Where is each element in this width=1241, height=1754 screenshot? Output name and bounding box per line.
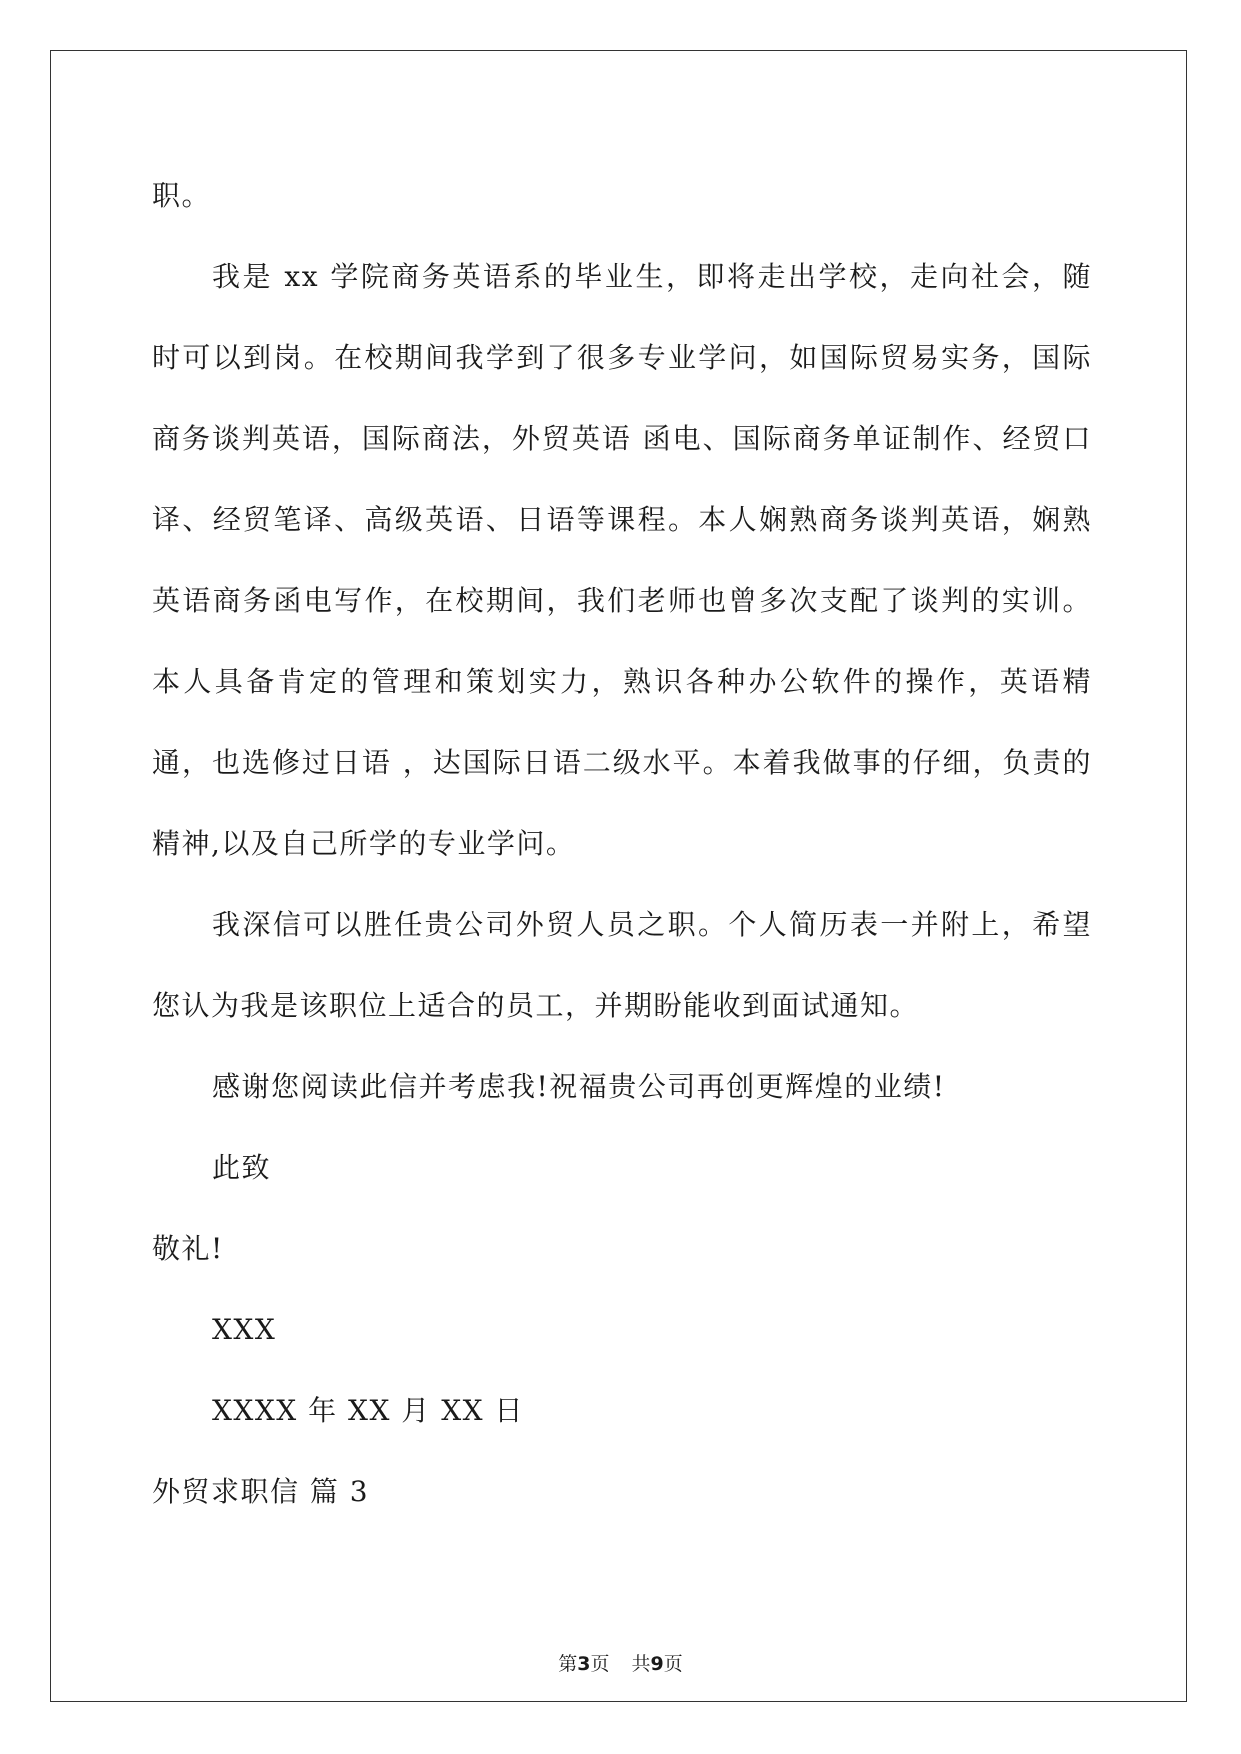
page-prefix: 第: [558, 1653, 578, 1675]
paragraph-continuation: 职。: [152, 179, 212, 212]
total-prefix: 共: [631, 1653, 651, 1675]
total-suffix: 页: [663, 1653, 683, 1675]
page-suffix: 页: [590, 1653, 610, 1675]
paragraph-confidence: 我深信可以胜任贵公司外贸人员之职。个人简历表一并附上，希望您认为我是该职位上适合的员工，并期盼能收到面试通知。: [152, 908, 1092, 1022]
page-footer: [0, 1652, 1241, 1676]
signature-date: XXXX 年 XX 月 XX 日: [212, 1394, 524, 1427]
paragraph-background: 我是 xx 学院商务英语系的毕业生，即将走出学校，走向社会，随时可以到岗。在校期间我学到了很多专业学问，如国际贸易实务，国际商务谈判英语，国际商法，外贸英语 函电、国际商务单证制作、经贸口译、经贸笔译、高级英语、日语等课程。本人娴熟商务谈判英语，娴熟英语商务函电写作，在校期间，我们老师也曾多次支配了谈判的实训。本人具备肯定的管理和策划实力，熟识各种办公软件的操作，英语精通，也选修过日语 ，达国际日语二级水平。本着我做事的仔细，负责的精神,以及自己所学的专业学问。: [152, 260, 1092, 860]
letter-body: [152, 155, 1092, 1532]
closing-salutation: 此致: [212, 1151, 272, 1184]
page-current: 3: [577, 1653, 591, 1675]
section-heading: 外贸求职信 篇 3: [152, 1475, 370, 1508]
paragraph-thanks: 感谢您阅读此信并考虑我!祝福贵公司再创更辉煌的业绩!: [212, 1070, 946, 1103]
signature-name: XXX: [212, 1313, 277, 1346]
page-total: 9: [650, 1653, 664, 1675]
closing-regards: 敬礼!: [152, 1232, 224, 1265]
